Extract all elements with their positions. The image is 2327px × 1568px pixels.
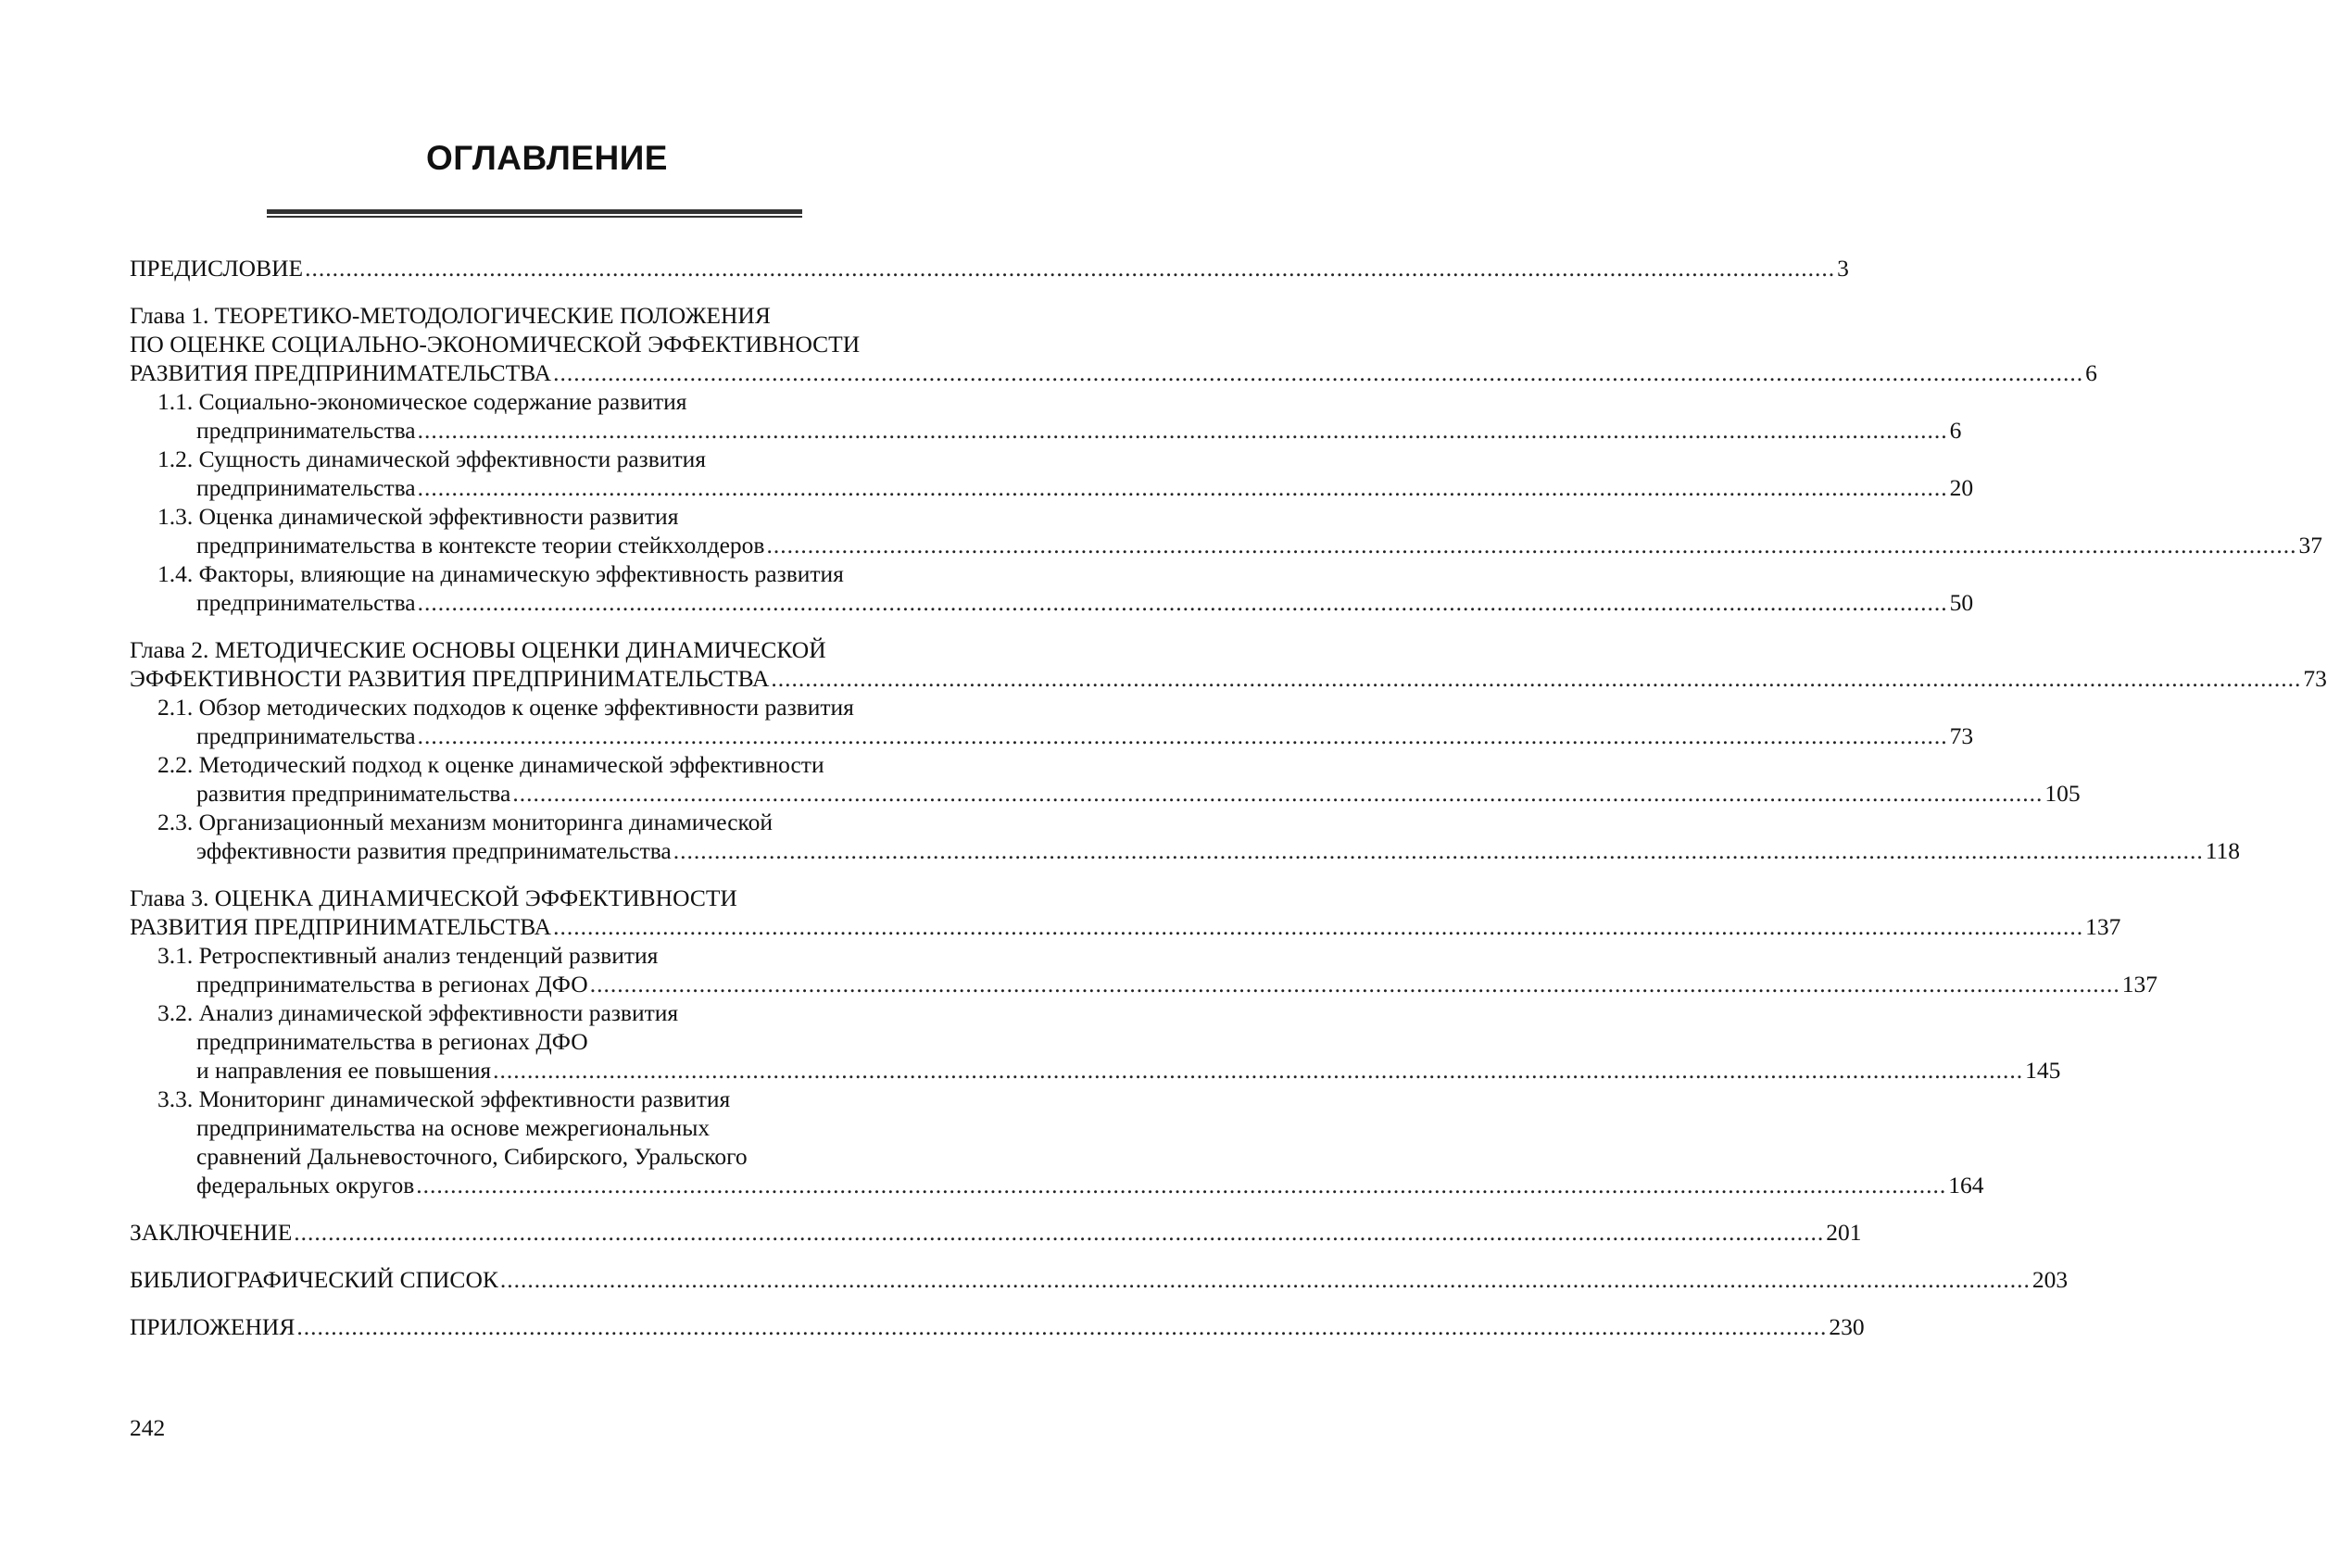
toc-entry-appendices[interactable] (130, 1312, 1865, 1341)
toc-chapter-2-line-2[interactable] (130, 664, 2327, 693)
toc-section-1-4-line-1[interactable]: 1.4. Факторы, влияющие на динамическую эффективность развития (157, 560, 844, 587)
toc-page-number: 6 (2085, 359, 2097, 386)
dot-leader: ................................................................................................................................................................................................................................ (553, 359, 2084, 386)
toc-section-3-2-line-3[interactable] (130, 1056, 2061, 1085)
toc-page-number: 105 (2044, 780, 2081, 807)
toc-chapter-2-line-1[interactable]: Глава 2. МЕТОДИЧЕСКИЕ ОСНОВЫ ОЦЕНКИ ДИНАМИЧЕСКОЙ (130, 636, 826, 663)
toc-section-1-2-line-1[interactable]: 1.2. Сущность динамической эффективности развития (157, 445, 706, 472)
toc-chapter-1-line-2[interactable]: ПО ОЦЕНКЕ СОЦИАЛЬНО-ЭКОНОМИЧЕСКОЙ ЭФФЕКТИВНОСТИ (130, 331, 861, 358)
toc-entry-preface[interactable] (130, 254, 1849, 282)
toc-section-3-1-line-2[interactable] (130, 970, 2157, 998)
toc-entry-text: ПРЕДИСЛОВИЕ (130, 255, 304, 282)
dot-leader: ................................................................................................................................................................................................................................ (417, 722, 1948, 749)
page-title: ОГЛАВЛЕНИЕ (426, 139, 668, 177)
title-rule-thick (267, 209, 802, 214)
toc-entry-text: ЭФФЕКТИВНОСТИ РАЗВИТИЯ ПРЕДПРИНИМАТЕЛЬСТВА (130, 665, 770, 692)
toc-entry-text: предпринимательства (196, 589, 416, 616)
toc-section-1-2-line-2[interactable] (130, 473, 1974, 502)
toc-section-2-1-line-2[interactable] (130, 721, 1974, 750)
toc-entry-text: РАЗВИТИЯ ПРЕДПРИНИМАТЕЛЬСТВА (130, 359, 552, 386)
toc-entry-text: РАЗВИТИЯ ПРЕДПРИНИМАТЕЛЬСТВА (130, 913, 552, 940)
toc-entry-text: развития предпринимательства (196, 780, 511, 807)
toc-section-3-3-line-2[interactable]: предпринимательства на основе межрегиональных (196, 1114, 711, 1141)
toc-section-3-2-line-2[interactable]: предпринимательства в регионах ДФО (196, 1028, 588, 1055)
toc-page-number: 203 (2031, 1266, 2069, 1293)
toc-section-3-2-line-1[interactable]: 3.2. Анализ динамической эффективности развития (157, 999, 679, 1026)
toc-entry-bibliography[interactable] (130, 1265, 2069, 1294)
toc-section-2-3-line-1[interactable]: 2.3. Организационный механизм мониторинга динамической (157, 809, 773, 835)
toc-page-number: 164 (1948, 1172, 1984, 1198)
toc-entry-text: предпринимательства (196, 417, 416, 444)
dot-leader: ................................................................................................................................................................................................................................ (416, 1172, 1947, 1198)
toc-chapter-3-line-1[interactable]: Глава 3. ОЦЕНКА ДИНАМИЧЕСКОЙ ЭФФЕКТИВНОСТИ (130, 884, 737, 911)
toc-entry-text: БИБЛИОГРАФИЧЕСКИЙ СПИСОК (130, 1266, 498, 1293)
dot-leader: ................................................................................................................................................................................................................................ (417, 417, 1948, 444)
toc-page-number: 20 (1949, 474, 1974, 501)
toc-entry-text: предпринимательства (196, 474, 416, 501)
toc-page-number: 230 (1829, 1313, 1865, 1340)
toc-entry-text: предпринимательства в контексте теории стейкхолдеров (196, 532, 765, 558)
toc-section-1-1-line-2[interactable] (130, 416, 1962, 445)
toc-section-1-3-line-1[interactable]: 1.3. Оценка динамической эффективности развития (157, 503, 679, 530)
dot-leader: ................................................................................................................................................................................................................................ (296, 1313, 1828, 1340)
toc-page-number: 118 (2205, 837, 2241, 864)
toc-entry-text: ПРИЛОЖЕНИЯ (130, 1313, 296, 1340)
toc-entry-conclusion[interactable] (130, 1218, 1862, 1247)
dot-leader: ................................................................................................................................................................................................................................ (305, 255, 1836, 282)
toc-section-2-3-line-2[interactable] (130, 836, 2241, 865)
dot-leader: ................................................................................................................................................................................................................................ (553, 913, 2084, 940)
toc-page-number: 201 (1826, 1219, 1862, 1246)
toc-section-1-1-line-1[interactable]: 1.1. Социально-экономическое содержание развития (157, 388, 687, 415)
toc-page-number: 37 (2298, 532, 2322, 558)
toc-page-number: 137 (2121, 971, 2157, 997)
toc-section-1-3-line-2[interactable] (130, 531, 2322, 559)
toc-entry-text: федеральных округов (196, 1172, 415, 1198)
toc-section-3-3-line-1[interactable]: 3.3. Мониторинг динамической эффективности развития (157, 1085, 731, 1112)
dot-leader: ................................................................................................................................................................................................................................ (766, 532, 2297, 558)
toc-entry-text: ЗАКЛЮЧЕНИЕ (130, 1219, 293, 1246)
toc-entry-text: эффективности развития предпринимательства (196, 837, 672, 864)
dot-leader: ................................................................................................................................................................................................................................ (493, 1057, 2024, 1084)
toc-section-1-4-line-2[interactable] (130, 588, 1974, 617)
table-of-contents (130, 254, 2327, 1341)
toc-section-3-3-line-3[interactable]: сравнений Дальневосточного, Сибирского, Уральского (196, 1143, 748, 1170)
toc-chapter-1-line-3[interactable] (130, 358, 2097, 387)
page-number: 242 (130, 1414, 166, 1441)
toc-page-number: 50 (1949, 589, 1974, 616)
dot-leader: ................................................................................................................................................................................................................................ (673, 837, 2204, 864)
toc-section-2-2-line-2[interactable] (130, 779, 2081, 808)
title-rule-thin (267, 216, 802, 218)
dot-leader: ................................................................................................................................................................................................................................ (417, 589, 1948, 616)
toc-chapter-3-line-2[interactable] (130, 912, 2121, 941)
toc-page-number: 73 (2303, 665, 2327, 692)
dot-leader: ................................................................................................................................................................................................................................ (589, 971, 2120, 997)
toc-entry-text: предпринимательства в регионах ДФО (196, 971, 588, 997)
toc-page-number: 3 (1837, 255, 1849, 282)
toc-chapter-1-line-1[interactable]: Глава 1. ТЕОРЕТИКО-МЕТОДОЛОГИЧЕСКИЕ ПОЛОЖЕНИЯ (130, 302, 771, 329)
toc-page-number: 137 (2085, 913, 2121, 940)
toc-entry-text: предпринимательства (196, 722, 416, 749)
toc-section-2-2-line-1[interactable]: 2.2. Методический подход к оценке динамической эффективности (157, 751, 824, 778)
toc-page-number: 145 (2025, 1057, 2061, 1084)
toc-page-number: 73 (1949, 722, 1974, 749)
dot-leader: ................................................................................................................................................................................................................................ (771, 665, 2302, 692)
toc-section-3-1-line-1[interactable]: 3.1. Ретроспективный анализ тенденций развития (157, 942, 659, 969)
toc-page-number: 6 (1949, 417, 1962, 444)
dot-leader: ................................................................................................................................................................................................................................ (294, 1219, 1825, 1246)
toc-section-3-3-line-4[interactable] (130, 1171, 1984, 1199)
dot-leader: ................................................................................................................................................................................................................................ (512, 780, 2044, 807)
toc-section-2-1-line-1[interactable]: 2.1. Обзор методических подходов к оценке эффективности развития (157, 694, 854, 721)
dot-leader: ................................................................................................................................................................................................................................ (417, 474, 1948, 501)
dot-leader: ................................................................................................................................................................................................................................ (499, 1266, 2031, 1293)
toc-entry-text: и направления ее повышения (196, 1057, 492, 1084)
